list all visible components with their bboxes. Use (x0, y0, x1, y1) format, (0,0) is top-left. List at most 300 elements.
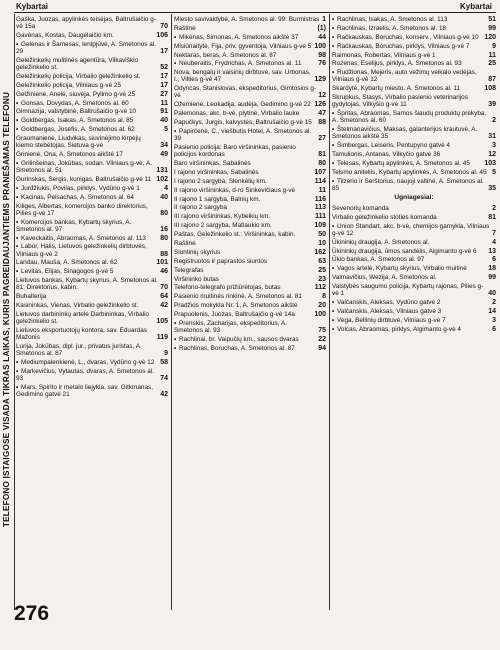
bullet-icon: • (332, 299, 337, 307)
phone-number: 131 (156, 167, 168, 175)
entry-name: Telesas, Kybartų apylinkės, A. Smetonos al. 45 (337, 159, 470, 167)
bullet-icon: • (16, 159, 21, 167)
directory-entry (174, 204, 326, 211)
bullet-icon: • (16, 268, 21, 276)
entry-text (174, 69, 312, 83)
entry-text (332, 126, 486, 140)
directory-entry (332, 94, 496, 108)
phone-number: 18 (488, 265, 496, 273)
entry-name: Gelenas ir Šamesas, lentpjūvė, A. Smetonos al. 29 (16, 40, 156, 55)
directory-entry (16, 359, 168, 366)
phone-number: 47 (318, 110, 326, 118)
entry-name: Pasienio policija: Baro viršininkas, pasienio policijos kordonas (174, 143, 296, 159)
entry-text (16, 259, 154, 266)
phone-number: 80 (160, 234, 168, 242)
phone-number: 2 (492, 204, 496, 212)
directory-entry (16, 194, 168, 201)
directory-entry (332, 326, 496, 333)
entry-name: Ūkininkų draugija, ūmos sandėlis, Algimanto g-vė 6 (332, 247, 477, 255)
phone-number: 6 (492, 256, 496, 264)
phone-number: 99 (488, 274, 496, 282)
directory-entry (16, 73, 168, 80)
entry-text (174, 169, 312, 176)
phone-number: 100 (314, 42, 326, 50)
bullet-icon: • (16, 367, 21, 375)
entry-text (332, 69, 486, 83)
entry-name: Lietuvos eksportuotojų kontora, sav. Eduardas Mažonis (16, 326, 147, 342)
entry-text (16, 384, 158, 398)
entry-name: Gonsas, Dovydas, A. Smetonos al. 60 (21, 99, 129, 107)
entry-name: III rajono viršininkas, Kybeikių km. (174, 213, 271, 221)
phone-number: 116 (314, 195, 326, 203)
phone-number: 103 (484, 159, 496, 167)
entry-name: Valstybės saugumo policija, Kybartų rajonas, Pilies g-vė 1 (332, 283, 484, 298)
directory-entry (174, 293, 326, 300)
entry-name: Baro viršininkas, Sabalinės (174, 159, 251, 167)
directory-entry (16, 384, 168, 398)
directory-entry (174, 213, 326, 220)
directory-entry (174, 60, 326, 67)
directory-entry (16, 368, 168, 382)
entry-text (16, 293, 158, 300)
bullet-icon: • (16, 358, 21, 366)
directory-entry (174, 16, 326, 23)
bullet-icon: • (332, 110, 337, 118)
directory-entry (332, 142, 496, 149)
directory-entry (332, 205, 496, 212)
entry-name: Mars, Spirito ir metalo liejykla, sav. Gitkmanas, Gedimino gatvė 21 (16, 383, 154, 398)
directory-entry (16, 41, 168, 55)
phone-number: 5 (164, 126, 168, 134)
entry-name: Prapuolenis, Juozas, Baltrušaičio g-vė 14a (174, 311, 295, 319)
bullet-icon: • (174, 60, 179, 68)
phone-number: 5 (492, 168, 496, 176)
directory-entry (174, 110, 326, 117)
phone-number: 16 (160, 225, 168, 233)
entry-name: Kasininkas, Vienas, Virbalio geležinkelio st. (16, 302, 139, 310)
entry-text (16, 243, 158, 257)
phone-number: 40 (488, 290, 496, 298)
phone-number: 17 (160, 72, 168, 80)
entry-text (16, 135, 158, 149)
phone-number: 81 (488, 213, 496, 221)
entry-text (174, 284, 313, 291)
entry-name: Račkauskas, Boruchas, konserv., Vilniaus g-vė 10 (337, 33, 479, 41)
directory-entry (332, 283, 496, 297)
phone-number: 40 (160, 193, 168, 201)
directory-entry (174, 320, 326, 334)
directory-entry (332, 265, 496, 272)
bullet-icon: • (332, 16, 337, 23)
phone-number: 63 (318, 257, 326, 265)
phone-number: 113 (314, 204, 326, 212)
phone-number: 88 (160, 250, 168, 258)
directory-entry (332, 248, 496, 255)
directory-column-2 (174, 16, 326, 610)
phone-number: 126 (314, 101, 326, 109)
entry-text (332, 34, 482, 41)
phone-number: 11 (488, 51, 496, 59)
phone-number: 49 (160, 151, 168, 159)
entry-text (332, 178, 486, 192)
entry-name: Goldbergas, Isakas, A. Smetonos al. 85 (21, 117, 134, 125)
directory-entry (16, 277, 168, 291)
entry-text (174, 258, 316, 265)
entry-name: Gimnazija, valstybinė, Baltrušaičio g-vė 10 (16, 108, 137, 116)
bullet-icon: • (174, 344, 179, 352)
phone-number: 76 (318, 60, 326, 68)
phone-number: 9 (164, 350, 168, 358)
entry-name: Valčanskis, Aleksas, Vydūno gatvė 2 (337, 299, 441, 307)
entry-text (174, 276, 316, 283)
entry-text (174, 144, 316, 158)
entry-name: Labor, Halis, Lietuvos geležinkelių dirbtuvės, Vilniaus g-vė 2 (16, 243, 147, 258)
directory-entry (174, 178, 326, 185)
phone-number: 58 (160, 358, 168, 366)
entry-name: Grilinšeinas, Jokūbas, sodan. Vilniaus g-vė, A. Smetonos al. 51 (16, 159, 152, 175)
directory-entry (16, 151, 168, 158)
entry-name: Rachlinas, Boruchas, A. Smetonos al. 87 (179, 344, 295, 352)
phone-number: 12 (318, 92, 326, 100)
directory-entry (16, 160, 168, 174)
bullet-icon: • (16, 99, 21, 107)
entry-text (16, 126, 162, 133)
entry-text (16, 100, 159, 107)
entry-name: Rachlinai, br. Vaipučių km., sausos dvaras (179, 335, 299, 343)
entry-name: Telegrafas (174, 266, 204, 274)
entry-name: Gavėnas, Kostas, Daugėlaičio km. (16, 31, 114, 39)
column-divider (14, 14, 15, 610)
entry-text (174, 311, 312, 318)
phone-number: 17 (160, 47, 168, 55)
entry-text (332, 239, 490, 246)
entry-text (16, 82, 158, 89)
bullet-icon: • (16, 234, 21, 242)
directory-entry (16, 117, 168, 124)
directory-entry (16, 302, 168, 309)
phone-number: 6 (492, 325, 496, 333)
entry-name: Rachlinas, Izraelis, A. Smetonos al. 18 (337, 24, 447, 32)
running-header-left: Kybartai (16, 2, 49, 11)
entry-text (174, 101, 312, 108)
entry-text (332, 85, 482, 92)
entry-name: I rajono 2 sargyba, Slenkėlių km. (174, 177, 267, 185)
entry-name: Raštinė (174, 239, 196, 247)
phone-number: 91 (160, 108, 168, 116)
phone-number: 27 (318, 135, 326, 143)
entry-text (332, 16, 486, 23)
entry-text (16, 160, 154, 174)
entry-name: Šimbergas, Leiseris, Pentupyno gatvė 4 (337, 142, 450, 150)
bullet-icon: • (332, 265, 337, 273)
phone-number: 44 (318, 33, 326, 41)
phone-number: 42 (160, 390, 168, 398)
directory-entry (174, 119, 326, 126)
entry-text (332, 265, 486, 272)
entry-text (16, 151, 158, 158)
directory-entry (174, 276, 326, 283)
entry-name: Kiliges, Albertas, komercijos banko direktorius, Pilies g-vė 17 (16, 202, 148, 217)
entry-name: Buhalterija (16, 293, 47, 301)
directory-entry (174, 187, 326, 194)
entry-text (16, 176, 154, 183)
entry-name: Ūkininkų draugija, A. Smetonos al. (332, 238, 430, 246)
phone-number: 22 (318, 335, 326, 343)
entry-text (332, 214, 486, 221)
directory-entry (174, 101, 326, 108)
bullet-icon: • (16, 193, 21, 201)
entry-text (332, 60, 486, 67)
directory-column-3 (332, 16, 496, 610)
entry-name: Palemonas, akc. b-vė, plytinė, Virbalio lauke (174, 110, 300, 118)
entry-text (174, 43, 312, 50)
phone-number: 102 (156, 175, 168, 183)
directory-entry (16, 311, 168, 325)
phone-number: 74 (160, 374, 168, 382)
directory-entry (174, 231, 326, 238)
phone-number: 88 (318, 119, 326, 127)
entry-text (16, 327, 155, 341)
directory-entry (16, 293, 168, 300)
phone-number: 20 (318, 302, 326, 310)
entry-text (332, 205, 490, 212)
entry-text (174, 110, 316, 117)
directory-entry (332, 178, 496, 192)
directory-entry (16, 82, 168, 89)
phone-number: 99 (488, 24, 496, 32)
entry-name: Lietuvos bankas, Kybartų skyrius, A. Smetonos al. 81: Direktorius, kabin. (16, 277, 158, 292)
directory-entry (16, 185, 168, 192)
entry-text (16, 311, 154, 325)
phone-number: 4 (164, 184, 168, 192)
phone-number: 112 (314, 284, 326, 292)
directory-entry (174, 128, 326, 142)
entry-text (174, 187, 317, 194)
entry-text (16, 203, 158, 217)
phone-number: 100 (314, 311, 326, 319)
directory-entry (332, 69, 496, 83)
entry-text (332, 317, 490, 324)
phone-number: 70 (160, 23, 168, 31)
entry-text (174, 178, 313, 185)
phone-number: 64 (160, 293, 168, 301)
entry-name: Geležinkelio policija, Vilniaus g-vė 25 (16, 81, 122, 89)
entry-name: Prenskis, Zacharijas, ekspeditorius, A. Smetonos al. 93 (174, 319, 287, 335)
entry-name: Vega, Bellinių dirbtuvė, Vilniaus g-vė 7 (337, 316, 446, 324)
entry-text (174, 231, 316, 238)
bullet-icon: • (174, 335, 179, 343)
directory-entry (16, 126, 168, 133)
directory-entry (174, 249, 326, 256)
directory-entry (332, 160, 496, 167)
running-header-right: Kybartai (459, 2, 492, 11)
phone-number: 3 (492, 316, 496, 324)
entry-text (332, 110, 490, 124)
bullet-icon: • (16, 383, 21, 391)
phone-number: 23 (318, 275, 326, 283)
directory-entry (332, 214, 496, 221)
phone-number: 2 (492, 299, 496, 307)
directory-entry (16, 176, 168, 183)
entry-text (332, 274, 486, 281)
phone-number: 9 (492, 42, 496, 50)
entry-text (174, 249, 312, 256)
entry-text (332, 326, 490, 333)
directory-entry (332, 299, 496, 306)
entry-text (16, 117, 158, 124)
directory-entry (332, 223, 496, 237)
directory-entry (16, 16, 168, 30)
directory-entry (16, 268, 168, 275)
bullet-icon: • (16, 117, 21, 125)
entry-text (332, 283, 486, 297)
bullet-icon: • (332, 222, 337, 230)
directory-entry (174, 284, 326, 291)
entry-text (332, 308, 486, 315)
entry-name: Virbalio geležinkelio stoties komanda (332, 213, 437, 221)
entry-text (332, 223, 490, 237)
directory-entry (174, 267, 326, 274)
directory-entry (174, 336, 326, 343)
entry-name: Lietuvos darbininkų artelė Darbininkas, Virbalio geležinkelio st. (16, 311, 150, 326)
phone-number: 75 (318, 327, 326, 335)
directory-entry (16, 327, 168, 341)
entry-text (16, 32, 154, 39)
phone-number: 162 (314, 248, 326, 256)
phone-number: 2 (492, 117, 496, 125)
entry-name: Geležinkelių policija, Virbalio geležinkelio st. (16, 72, 141, 80)
entry-text (16, 235, 158, 242)
directory-entry (16, 32, 168, 39)
entry-text (332, 169, 490, 176)
directory-entry (16, 100, 168, 107)
phone-number: 7 (492, 229, 496, 237)
entry-name: Štelmanavičius, Maksas, galanterijos krautuvė, A. Smetonos aikštė 35 (332, 126, 478, 141)
entry-text (332, 25, 486, 32)
phone-number: 11 (318, 186, 326, 194)
entry-text (16, 91, 158, 98)
phone-number: 80 (160, 209, 168, 217)
phone-number: 109 (314, 222, 326, 230)
entry-name: Račkauskas, Boruchas, pirklys, Vilniaus g-vė 7 (337, 42, 470, 50)
bullet-icon: • (16, 184, 21, 192)
directory-entry (16, 57, 168, 71)
entry-name: Kaveckaitis, Abraomas, A. Smetonos al. 113 (21, 234, 146, 242)
directory-entry (332, 126, 496, 140)
phone-number: 4 (492, 238, 496, 246)
entry-name: Paštas, Geležinkelio st.: Viršininkas, kabin. (174, 231, 296, 239)
bullet-icon: • (16, 126, 21, 134)
entry-text (16, 343, 162, 357)
directory-entry (174, 34, 326, 41)
entry-text (16, 368, 158, 382)
entry-text (16, 73, 158, 80)
directory-entry (174, 345, 326, 352)
entry-name: III rajono 2 sargyba, Matlaukio km. (174, 222, 272, 230)
bullet-icon: • (174, 33, 179, 41)
entry-name: Goldbergas, Josefis, A. Smetonos al. 62 (21, 126, 135, 134)
entry-name: Graumanienė, Liudvikas, siuvinėjimo kirpėjų kiemo stebėtojas, Sietuva g-vė (16, 135, 141, 150)
phone-number: 11 (160, 99, 168, 107)
directory-entry (174, 311, 326, 318)
directory-entry (174, 240, 326, 247)
directory-entry (332, 110, 496, 124)
directory-entry (174, 169, 326, 176)
directory-entry (16, 91, 168, 98)
entry-text (174, 222, 312, 229)
phone-number: 3 (492, 142, 496, 150)
entry-name: Skrupkus, Stasys, Virbalio pasienio veterinarijos gydytojas, Vilkyšio g-vė 11 (332, 94, 468, 109)
directory-entry (174, 258, 326, 265)
phone-number: 10 (318, 239, 326, 247)
entry-text (332, 94, 486, 108)
bullet-icon: • (332, 177, 337, 185)
entry-text (16, 302, 158, 309)
entry-text (16, 185, 162, 192)
phone-number: 101 (156, 259, 168, 267)
entry-text (16, 16, 158, 30)
entry-text (332, 256, 490, 263)
entry-name: Lurija, Jokūbas, dipl. jur., privatus juristas, A. Smetonos al. 87 (16, 342, 142, 358)
phone-number: 119 (156, 334, 168, 342)
entry-text (174, 293, 320, 300)
header-rule (14, 12, 496, 13)
entry-text (16, 57, 158, 71)
entry-name: Papirčenė, C., viešbutis Hotel, A. Smetonos al. 39 (174, 127, 312, 143)
directory-column-1 (16, 16, 168, 610)
entry-name: Union Standart, akc. b-vė, chemijos gamykla, Vilniaus g-vė 12 (332, 222, 490, 237)
entry-name: Valmavičius, Wezija, A. Smetonos al. (332, 274, 437, 282)
directory-entry (16, 235, 168, 242)
phone-number: 34 (160, 142, 168, 150)
directory-entry (332, 256, 496, 263)
entry-text (332, 248, 486, 255)
phone-number: 51 (488, 16, 496, 23)
phone-number: 40 (160, 117, 168, 125)
phone-number: 13 (488, 247, 496, 255)
bullet-icon: • (174, 127, 179, 135)
phone-number: 25 (488, 60, 496, 68)
bullet-icon: • (332, 126, 337, 134)
entry-name: Telefono-telegrafo prižiūrėtojas, butas (174, 284, 281, 292)
directory-entry (332, 52, 496, 59)
directory-entry (332, 169, 496, 176)
entry-name: II rajono 1 sargyba, Balnių km. (174, 195, 261, 203)
entry-name: Rachlinas, Isakas, A. Smetonos al. 113 (337, 16, 448, 23)
entry-name: Tamulionis, Antanas, Vilkyčio gatvė 36 (332, 151, 441, 159)
entry-name: II rajono viršininkas, d-ro Sinkevičiaus g-vė (174, 186, 296, 194)
bullet-icon: • (174, 319, 179, 327)
entry-name: Nova, bengalų ir vaisinių dirbtuvė, sav. Urbonas, I., Vilties g-vė 47 (174, 69, 311, 84)
bullet-icon: • (332, 308, 337, 316)
directory-entry (332, 308, 496, 315)
entry-text (16, 219, 158, 233)
entry-name: Raimonas, Robertas, Vilniaus g-vė 1 (332, 51, 436, 59)
vertical-notice-text: TELEFONO ĮSTAIGOSE VISADA TIKRAS LAIKAS, KURIS PAGREIDAUJANTIEMS PRANEŠAMAS TELEFONU (2, 91, 12, 527)
directory-entry (332, 85, 496, 92)
directory-entry (332, 239, 496, 246)
entry-name: Odyncas, Stanislovas, ekspeditorius, Gimtosios g-vė (174, 85, 317, 100)
phone-number: 27 (160, 90, 168, 98)
entry-text (332, 52, 487, 59)
phone-number: 87 (488, 76, 496, 84)
entry-name: Mediumpalenkienė, L., dvaras, Vydūno g-vė 12 (21, 358, 155, 366)
entry-name: Levitas, Elijas, Sinagogos g-vė 5 (21, 268, 114, 276)
directory-entry (174, 25, 326, 32)
phone-number: 106 (156, 31, 168, 39)
entry-name: Mikėnas, Simonas, A. Smetonos aikštė 37 (179, 33, 299, 41)
phone-number: 52 (160, 63, 168, 71)
